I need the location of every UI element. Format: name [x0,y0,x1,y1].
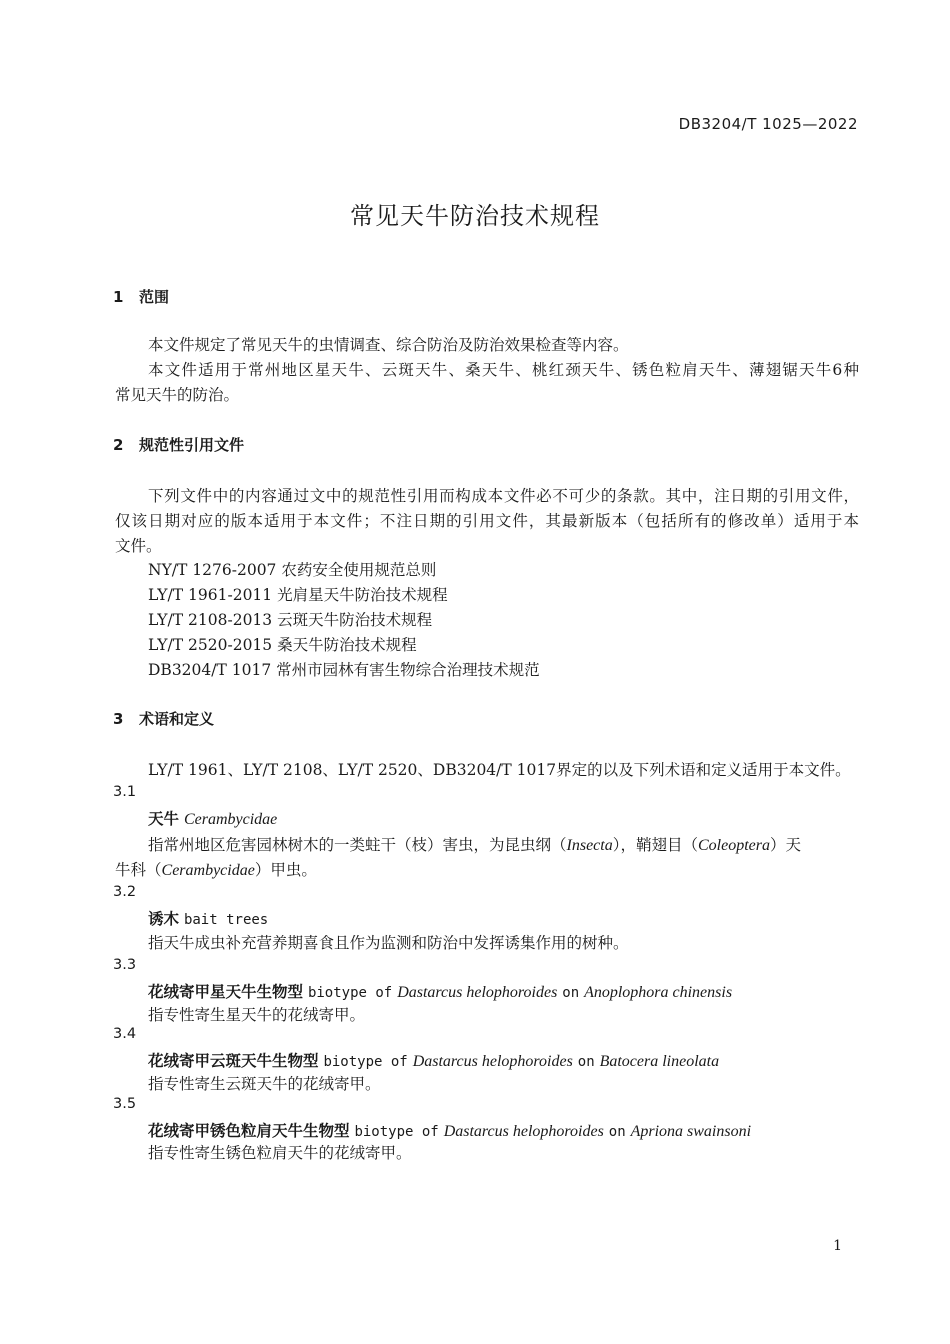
term-zh: 花绒寄甲云斑天牛生物型 [148,1052,319,1070]
term-definition: 牛科（Cerambycidae）甲虫。 [115,861,317,879]
reference-item: LY/T 2108-2013 云斑天牛防治技术规程 [148,611,433,629]
section-title: 范围 [139,288,170,306]
paragraph-line: 文件。 [115,537,162,555]
reference-item: LY/T 2520-2015 桑天牛防治技术规程 [148,636,417,654]
section-number: 2 [113,436,124,454]
term-definition: 指专性寄生星天牛的花绒寄甲。 [148,1006,366,1024]
clause-number: 3.2 [113,884,137,900]
clause-number: 3.1 [113,784,137,800]
term-heading [148,907,268,929]
term-heading [148,807,277,829]
term-definition: 指专性寄生云斑天牛的花绒寄甲。 [148,1075,381,1093]
paragraph-line: 常见天牛的防治。 [115,386,240,404]
paragraph-line: 本文件适用于常州地区星天牛、云斑天牛、桑天牛、桃红颈天牛、锈色粒肩天牛、薄翅锯天牛6种 [148,361,859,379]
term-heading: 花绒寄甲锈色粒肩天牛生物型 biotype of Dastarcus helophoroides on Apriona swainsoni [148,1122,752,1140]
term-zh: 花绒寄甲星天牛生物型 [148,983,304,1001]
term-zh: 诱木 [148,910,180,928]
term-zh: 天牛 [148,810,180,828]
term-definition: 指天牛成虫补充营养期喜食且作为监测和防治中发挥诱集作用的树种。 [148,934,629,952]
reference-item: NY/T 1276-2007 农药安全使用规范总则 [148,561,437,579]
section-2-heading [113,434,244,455]
section-number: 1 [113,288,124,306]
term-heading: 花绒寄甲星天牛生物型 biotype of Dastarcus helophoroides on Anoplophora chinensis [148,983,733,1001]
section-title: 规范性引用文件 [139,436,245,454]
term-definition: 指常州地区危害园林树木的一类蛀干（枝）害虫，为昆虫纲（Insecta），鞘翅目（Coleoptera）天 [148,836,801,854]
clause-number: 3.3 [113,957,137,973]
paragraph: LY/T 1961、LY/T 2108、LY/T 2520、DB3204/T 1017界定的以及下列术语和定义适用于本文件。 [148,761,851,779]
paragraph-line: 仅该日期对应的版本适用于本文件；不注日期的引用文件，其最新版本（包括所有的修改单）适用于本 [115,512,859,530]
section-1-heading [113,286,169,307]
page-number: 1 [833,1238,842,1254]
term-zh: 花绒寄甲锈色粒肩天牛生物型 [148,1122,350,1140]
section-title: 术语和定义 [139,710,215,728]
page-title: 常见天牛防治技术规程 [350,202,600,230]
term-latin: Cerambycidae [183,811,278,828]
term-definition: 指专性寄生锈色粒肩天牛的花绒寄甲。 [148,1144,412,1162]
clause-number: 3.5 [113,1096,137,1112]
section-3-heading [113,708,214,729]
reference-item: LY/T 1961-2011 光肩星天牛防治技术规程 [148,586,448,604]
term-en: bait trees [183,912,269,928]
document-code: DB3204/T 1025—2022 [678,115,858,133]
paragraph: 本文件规定了常见天牛的虫情调查、综合防治及防治效果检查等内容。 [148,336,629,354]
clause-number: 3.4 [113,1026,137,1042]
paragraph-line: 下列文件中的内容通过文中的规范性引用而构成本文件必不可少的条款。其中，注日期的引用文件， [148,487,859,505]
reference-item: DB3204/T 1017 常州市园林有害生物综合治理技术规范 [148,661,540,679]
section-number: 3 [113,710,124,728]
term-heading: 花绒寄甲云斑天牛生物型 biotype of Dastarcus helophoroides on Batocera lineolata [148,1052,720,1070]
